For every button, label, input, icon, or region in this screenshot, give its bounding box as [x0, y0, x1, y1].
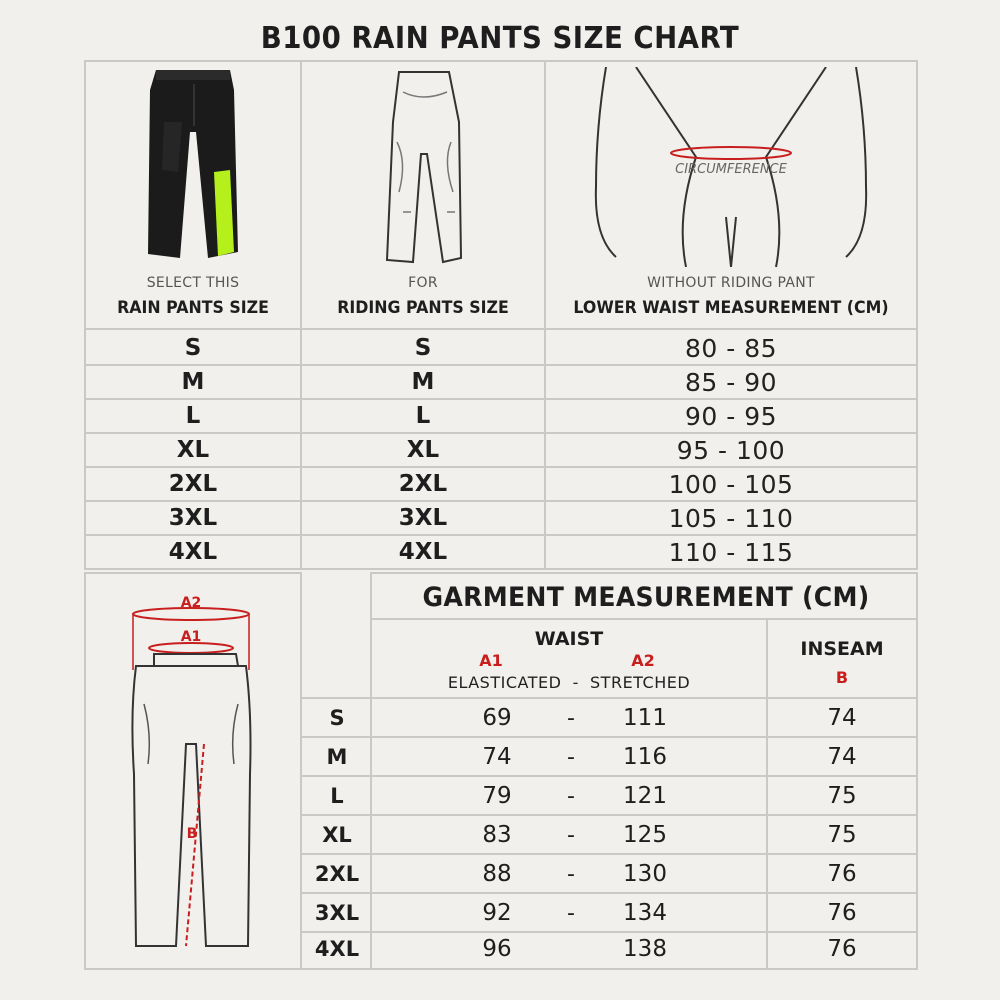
waist-range: 90 - 95 — [684, 402, 778, 431]
garment-title: GARMENT MEASUREMENT (CM) — [422, 582, 870, 613]
waist-a2-value: 125 — [623, 822, 667, 848]
a2-label: A2 — [180, 595, 202, 611]
riding-size: 3XL — [398, 505, 448, 531]
waist-a1-value: 83 — [482, 822, 512, 848]
waist-a1-value: 69 — [482, 705, 512, 731]
waist-a2-value: 116 — [623, 744, 667, 770]
garment-size: 4XL — [314, 937, 360, 961]
inseam-header: INSEAM — [800, 638, 884, 660]
rain-size: S — [184, 335, 202, 361]
col2-caption-small: FOR — [408, 275, 438, 291]
waist-range: 110 - 115 — [668, 538, 794, 567]
a1-label: A1 — [180, 629, 202, 645]
col1-caption-small: SELECT THIS — [146, 275, 240, 291]
rain-size: 4XL — [168, 539, 218, 565]
riding-size: S — [414, 335, 432, 361]
waist-a1-value: 92 — [482, 900, 512, 926]
range-dash: - — [567, 862, 575, 887]
inseam-value: 74 — [827, 744, 857, 770]
range-dash: - — [567, 901, 575, 926]
waist-a2-value: 111 — [623, 705, 667, 731]
waist-range: 95 - 100 — [676, 436, 786, 465]
riding-pants-drawing — [302, 62, 544, 272]
riding-size: XL — [406, 437, 440, 463]
rain-size: L — [185, 403, 201, 429]
inseam-value: 76 — [827, 936, 857, 962]
b-label: B — [186, 826, 198, 842]
range-dash — [556, 931, 586, 968]
waist-a1-value: 88 — [482, 861, 512, 887]
waist-a2-value: 134 — [623, 900, 667, 926]
inseam-value: 75 — [827, 783, 857, 809]
pants-measurement-diagram — [86, 574, 300, 968]
waist-a1-value: 96 — [482, 936, 512, 962]
waist-range: 100 - 105 — [668, 470, 794, 499]
garment-size: M — [326, 745, 348, 769]
range-dash: - — [567, 706, 575, 731]
a2-header: A2 — [631, 651, 655, 670]
garment-size: 2XL — [314, 862, 360, 886]
col2-caption-big: RIDING PANTS SIZE — [337, 298, 509, 318]
waist-a2-value: 121 — [623, 783, 667, 809]
rain-size: XL — [176, 437, 210, 463]
inseam-value: 76 — [827, 861, 857, 887]
range-dash: - — [567, 784, 575, 809]
riding-size: 2XL — [398, 471, 448, 497]
waist-subheader: ELASTICATED - STRETCHED — [447, 673, 691, 692]
inseam-code: B — [835, 668, 849, 687]
riding-size: 4XL — [398, 539, 448, 565]
waist-a1-value: 79 — [482, 783, 512, 809]
col1-caption-big: RAIN PANTS SIZE — [117, 298, 269, 318]
waist-header: WAIST — [534, 628, 604, 650]
circumference-label: CIRCUMFERENCE — [675, 162, 787, 177]
rain-pants-photo — [86, 62, 300, 272]
riding-size: M — [411, 369, 435, 395]
inseam-value: 75 — [827, 822, 857, 848]
range-dash: - — [567, 823, 575, 848]
col3-caption-small: WITHOUT RIDING PANT — [647, 275, 815, 291]
waist-a1-value: 74 — [482, 744, 512, 770]
waist-range: 105 - 110 — [668, 504, 794, 533]
waist-a2-value: 130 — [623, 861, 667, 887]
waist-range: 80 - 85 — [684, 334, 778, 363]
rain-size: M — [181, 369, 205, 395]
rain-size: 2XL — [168, 471, 218, 497]
inseam-value: 74 — [827, 705, 857, 731]
a1-header: A1 — [479, 651, 503, 670]
garment-size: 3XL — [314, 901, 360, 925]
page-title: B100 RAIN PANTS SIZE CHART — [260, 21, 740, 56]
col3-caption-big: LOWER WAIST MEASUREMENT (CM) — [573, 298, 889, 318]
inseam-value: 76 — [827, 900, 857, 926]
rain-size: 3XL — [168, 505, 218, 531]
range-dash: - — [567, 745, 575, 770]
riding-size: L — [415, 403, 431, 429]
garment-size: L — [330, 784, 344, 808]
garment-size: S — [329, 706, 345, 730]
waist-range: 85 - 90 — [684, 368, 778, 397]
garment-size: XL — [322, 823, 352, 847]
waist-a2-value: 138 — [623, 936, 667, 962]
